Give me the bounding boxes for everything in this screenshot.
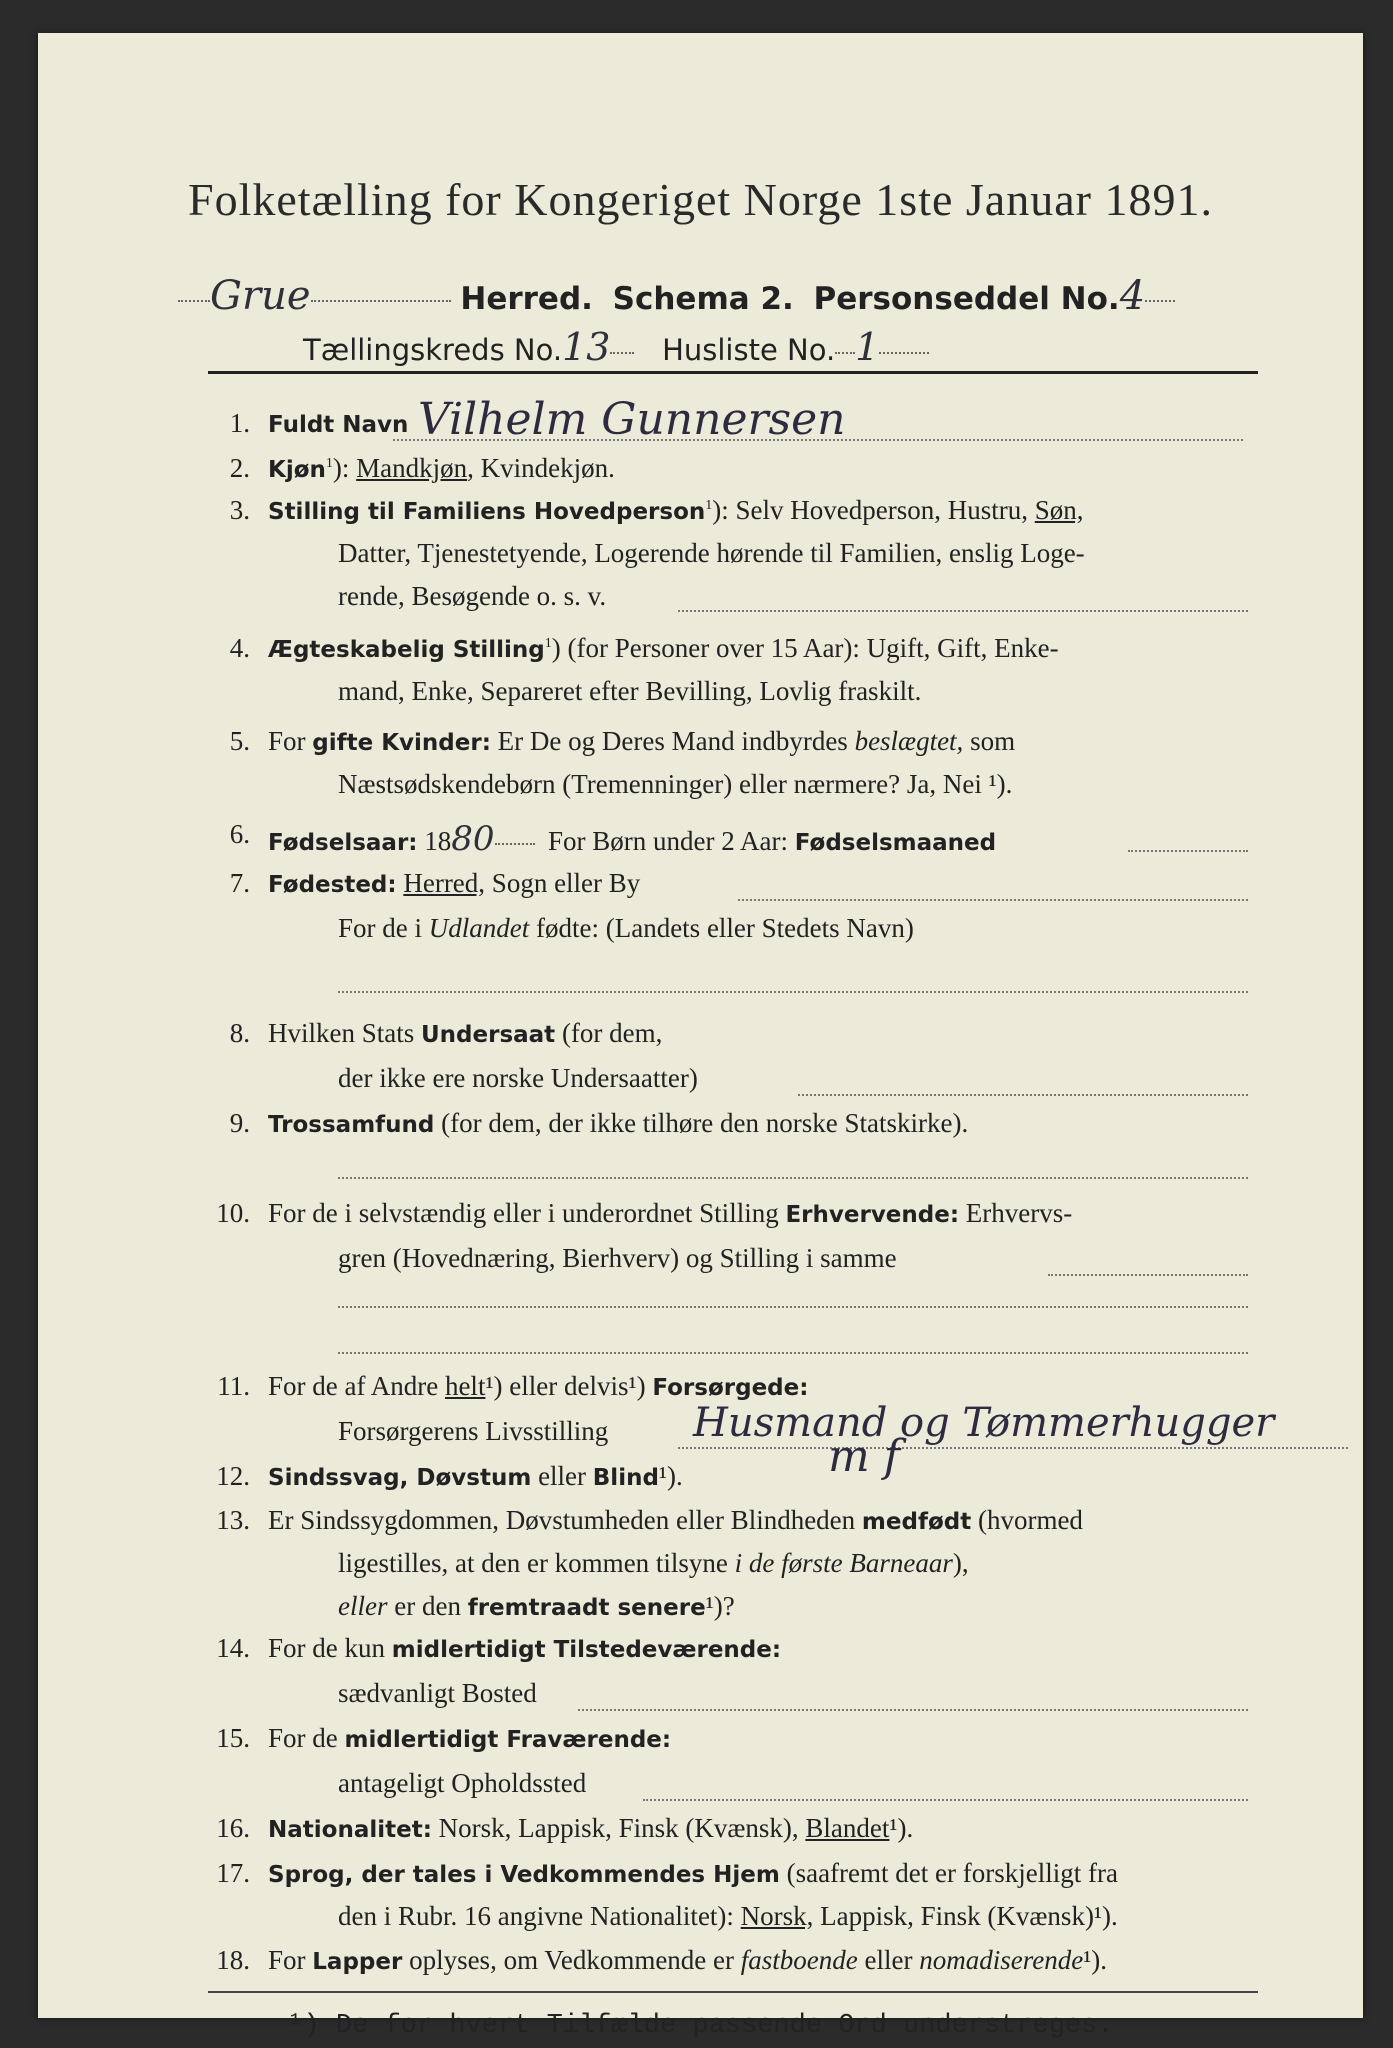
- personseddel-no: 4: [1119, 273, 1146, 319]
- form-title: Folketælling for Kongeriget Norge 1ste Januar 1891.: [188, 174, 1213, 225]
- footer-rule: [208, 1991, 1258, 1993]
- q1-label: Fuldt Navn: [268, 412, 409, 438]
- herred-value: Grue: [210, 273, 311, 319]
- footnote: ¹) De for hvert Tilfælde passende Ord understreges.: [287, 2011, 1114, 2041]
- census-form: Folketælling for Kongeriget Norge 1ste Januar 1891. Grue Herred. Schema 2. Personseddel No.4 Tællingskreds No.13 Husliste No. 1 1. Fuldt Navn Vilhelm Gunnersen 2. Kjøn$^1$): Mandkjøn, Kvindekjøn. 3. Stilling til Familiens Hovedperson$^1$): Selv Hovedperson, Hustru, Søn, Datter, Tjenestetyende, Logerende hørende til Familien, enslig Loge- rende, Besøgende o. s. v. 4. Ægteskabelig Stilling$^1$) (for Personer over 15 Aar): Ugift, Gift, Enke- mand, Enke, Separeret efter Bevilling, Lovlig fraskilt. 5. For gifte Kvinder: Er De og Deres Mand indbyrdes beslægtet, som Næstsødskendebørn (Tremenninger) eller nærmere? Ja, Nei ¹). 6. Fødselsaar: 1880 For Børn under 2 Aar: Fødselsmaaned 7. Fødested: Herred, Sogn eller By For de i Udlandet fødte: (Landets eller Stedets Navn) 8. Hvilken Stats Undersaat (for dem, der ikke ere norske Undersaatter) 9. Trossamfund (for dem, der ikke tilhøre den norske Statskirke). 10. For de i selvstændig eller i underordnet Stilling Erhvervende: Erhvervs- gren (Hovednæring, Bierhverv) og Stilling i samme 11. For de af Andre helt¹) eller delvis¹) Forsørgede: Forsørgerens Livsstilling Husmand og Tømmerhugger 12. Sindssvag, Døvstum eller Blind¹). m f 13. Er Sindssygdommen, Døvstumheden eller Blindheden medfødt (hvormed ligestilles, at den er kommen tilsyne i de første Barneaar), eller er den fremtraadt senere¹)? 14. For de kun midlertidigt Tilstedeværende: sædvanligt Bosted 15. For de midlertidigt Fraværende: antageligt Opholdssted 16. Nationalitet: Norsk, Lappisk, Finsk (Kvænsk), Blandet¹). 17. Sprog, der tales i Vedkommendes Hjem (saafremt det er forskjelligt fra den i Rubr. 16 angivne Nationalitet): Norsk, Lappisk, Finsk (Kvænsk)¹). 18. For Lapper oplyses, om Vedkommende er fastboende eller nomadiserende¹). ¹) De for hvert Tilfælde passende Ord understreges.: [38, 33, 1363, 2018]
- kreds-no: 13: [562, 325, 611, 369]
- relation-selected: Søn,: [1034, 495, 1084, 525]
- disability-mark: m f: [828, 1431, 900, 1482]
- husliste-label: Husliste No.: [662, 333, 836, 367]
- language-selected: Norsk,: [740, 1901, 814, 1931]
- birthplace-selected: Herred,: [403, 868, 486, 898]
- name-value: Vilhelm Gunnersen: [418, 394, 846, 445]
- personseddel-label: Personseddel No.: [813, 281, 1120, 317]
- support-selected: helt: [444, 1371, 486, 1401]
- header-rule: [208, 371, 1258, 374]
- gender-selected: Mandkjøn: [356, 453, 468, 483]
- birth-year-value: 80: [451, 819, 495, 859]
- schema-label: Schema 2.: [612, 281, 794, 317]
- nationality-selected: Blandet: [805, 1813, 890, 1843]
- kreds-line: [303, 325, 929, 369]
- herred-line: [178, 273, 1175, 319]
- kreds-label: Tællingskreds No.: [303, 333, 563, 367]
- husliste-no: 1: [855, 325, 880, 369]
- herred-label: Herred.: [460, 281, 593, 317]
- provider-occupation-value: Husmand og Tømmerhugger: [693, 1400, 1275, 1446]
